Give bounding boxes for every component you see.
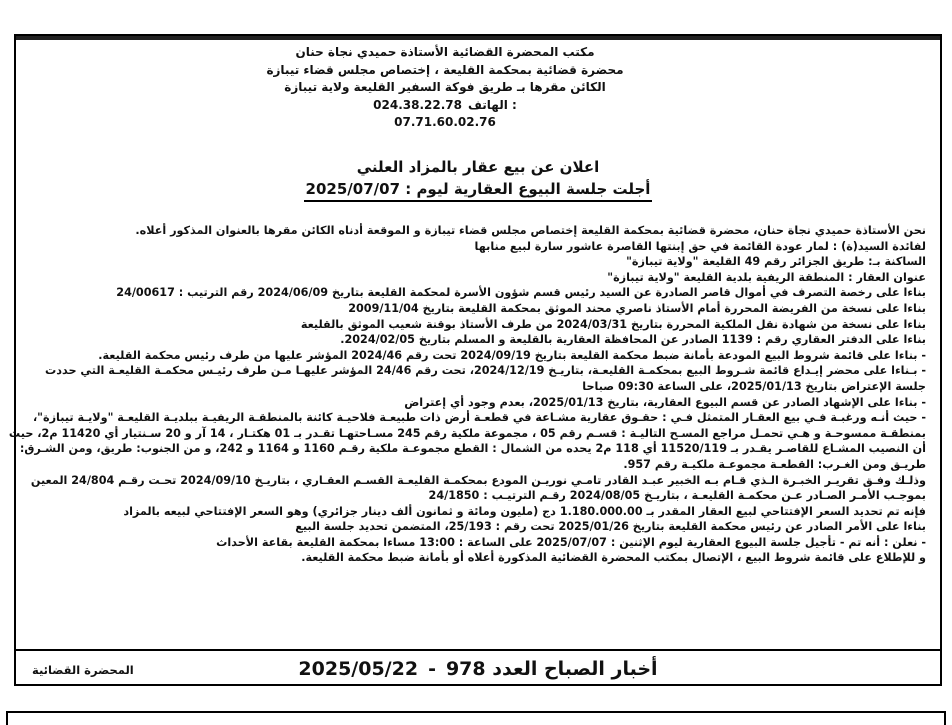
- office-line-2: محضرة قضائية بمحكمة القليعة ، إختصاص مجلس قضاء تيبازة: [266, 62, 624, 77]
- body-line: عنوان العقار : المنطقة الريفية بلدية القليعة "ولاية تيبازة": [607, 270, 926, 284]
- body-line: أن النصيب المشـاع للقاصـر يقـدر بـ 11520/119 أي 118 م2 يحده من الشمال : القطع مجموعـة ملكية رقـم 1160 و 1164 و 242، و من الجنوب: طريق، ومن الشـرق:: [19, 442, 926, 456]
- office-line-1: مكتب المحضرة القضائية الأستاذة حميدي نجاة حنان: [295, 45, 595, 59]
- footer-paper: أخبار الصباح العدد 978: [445, 657, 658, 680]
- body-line: و للإطلاع على قائمة شروط البيع ، الإتصال بمكتب المحضرة القضائية المذكورة أعلاه أو بأمانة ضبط محكمة القليعة.: [301, 551, 926, 565]
- body-line: بناءا على الدفتر العقاري رقم : 1139 الصادر عن المحافظة العقارية بالقليعة و المسلم بتاريخ 2024/02/05.: [340, 333, 926, 347]
- phone-block: [235, 97, 655, 132]
- body-line: - نعلن : أنه تم - تأجيل جلسة البيوع العقارية ليوم الإثنين : 2025/07/07 على الساعة : 13:00 مساءا بمحكمة القليعة بقاعة الأحداث: [216, 535, 926, 549]
- office-header: [235, 44, 655, 132]
- office-line-3: الكائن مقرها بـ طريق فوكة السفير القليعة ولاية تيبازة: [284, 80, 606, 94]
- footer-date: 2025/05/22: [298, 657, 419, 680]
- body-line: وذلـك وفـق تقريـر الخبـرة الـذي قـام بـه الخبير عبـد القادر تامـي نوريـن المودع بمحكمـة القليعـة القسـم العقـاري ، بتاريـخ 2024/09/10 تحـت رقـم 24/804 المعين: [30, 473, 926, 487]
- body-line: الساكنة بـ: طريق الجزائر رقم 49 القليعة "ولاية تيبازة": [626, 255, 926, 269]
- body-line: بموجـب الأمـر الصـادر عـن محكمـة القليعـة ، بتاريـخ 2024/08/05 رقـم الترتيـب : 24/1850: [428, 489, 926, 503]
- top-rule: [16, 36, 940, 40]
- body-line: بناءا على الأمر الصادر عن رئيس محكمة القليعة بتاريخ 2025/01/26 تحت رقم : 25/193، المتضمن تحديد جلسة البيع: [295, 520, 926, 534]
- phone-1: 024.38.22.78: [373, 97, 462, 112]
- notice-subtitle: أجلت جلسة البيوع العقارية ليوم : 2025/07/07: [304, 178, 653, 202]
- notice-title: اعلان عن بيع عقار بالمزاد العلني: [356, 158, 600, 176]
- body-line: - بـناءا على محضر إيـداع قائمة شـروط البيع بمحكمـة القليعـة، بتاريـخ 2024/12/19، تحت رقم 24/46 المؤشر عليهـا مـن طرف رئيـس محكمـة القليعـة التي حددت: [45, 364, 926, 378]
- newspaper-footer: [16, 649, 940, 686]
- body-line: جلسة الإعتراض بتاريخ 2025/01/13، على الساعة 09:30 صباحا: [582, 379, 926, 393]
- body-line: بناءا على رخصة التصرف في أموال قاصر الصادرة عن السيد رئيس قسم شؤون الأسرة لمحكمة القليعة بتاريخ 2024/06/09 رقم الترتيب : 24/00617: [116, 286, 926, 300]
- body-line: بناءا على نسخة من الفريضة المحررة أمام الأستاذ ناصري محند الموثق بمحكمة القليعة بتاريخ 2009/11/04: [348, 301, 926, 315]
- body-line: - حيث أنـه ورغبـة فـي بيع العقـار المتمثل فـي : حقـوق عقارية مشـاعة في قطعـة أرض ذات طبيعـة فلاحيـة كائنة بالمنطقـة الريفيـة ببلديـة القليعـة "ولايـة تيبازة"،: [32, 411, 926, 425]
- body-line: بناءا على نسخة من شهادة نقل الملكية المحررة بتاريخ 2024/03/31 من طرف الأستاذ بوقنة شعيب الموثق بالقليعة: [300, 317, 926, 331]
- notice-body: [8, 223, 926, 566]
- body-line: - بناءا على الإشهاد الصادر عن قسم البيوع العقارية، بتاريخ 2025/01/13، بعدم وجود أي إعتراض: [404, 395, 926, 409]
- notice-frame: [8, 34, 942, 686]
- phone-2: 07.71.60.02.76: [394, 115, 496, 129]
- body-line: - بناءا على قائمة شروط البيع المودعة بأمانة ضبط محكمة القليعة بتاريخ 2024/09/19 تحت رقم 2024/46 المؤشر عليها من طرف رئيس محكمة القليعة.: [98, 348, 926, 362]
- body-line: نحن الأستاذة حميدي نجاة حنان، محضرة قضائية بمحكمة القليعة إختصاص مجلس قضاء تيبازة و الموقعة أدناه الكائن مقرها بالعنوان المذكور أعلاه.: [135, 224, 926, 237]
- body-line: لفائدة السيد(ة) : لمار عودة القائمة في حق إبنتها القاصرة عاشور سارة لبيع منابها: [474, 239, 926, 253]
- body-line: طريـق ومن الغـرب: القطعـة مجموعـة ملكيـة رقم 957.: [623, 457, 926, 471]
- body-line: فإنه تم تحديد السعر الإفتتاحي لبيع العقار المقدر بـ 1.180.000.00 دج (مليون ومائة و ثمانون ألف دينار جزائري) وهو السعر الإفتتاحي لبيعه بالمزاد: [123, 504, 926, 518]
- notice-heading: [16, 156, 940, 202]
- body-line: بمنطقـة ممسوحـة و هـي تحمـل مراجع المسـح التاليـة : قسـم رقم 05 ، مجموعة ملكية رقم 245 مسـاحتهـا تقـدر بـ 01 هكتـار ، 14 آر و 20 سـنتيار أي 11420 م2، حيث: [8, 426, 926, 440]
- phone-label: الهاتف :: [468, 97, 517, 112]
- signature: المحضرة القضائية: [32, 663, 134, 677]
- footer-separator: -: [428, 657, 436, 680]
- next-notice-edge: [6, 711, 946, 725]
